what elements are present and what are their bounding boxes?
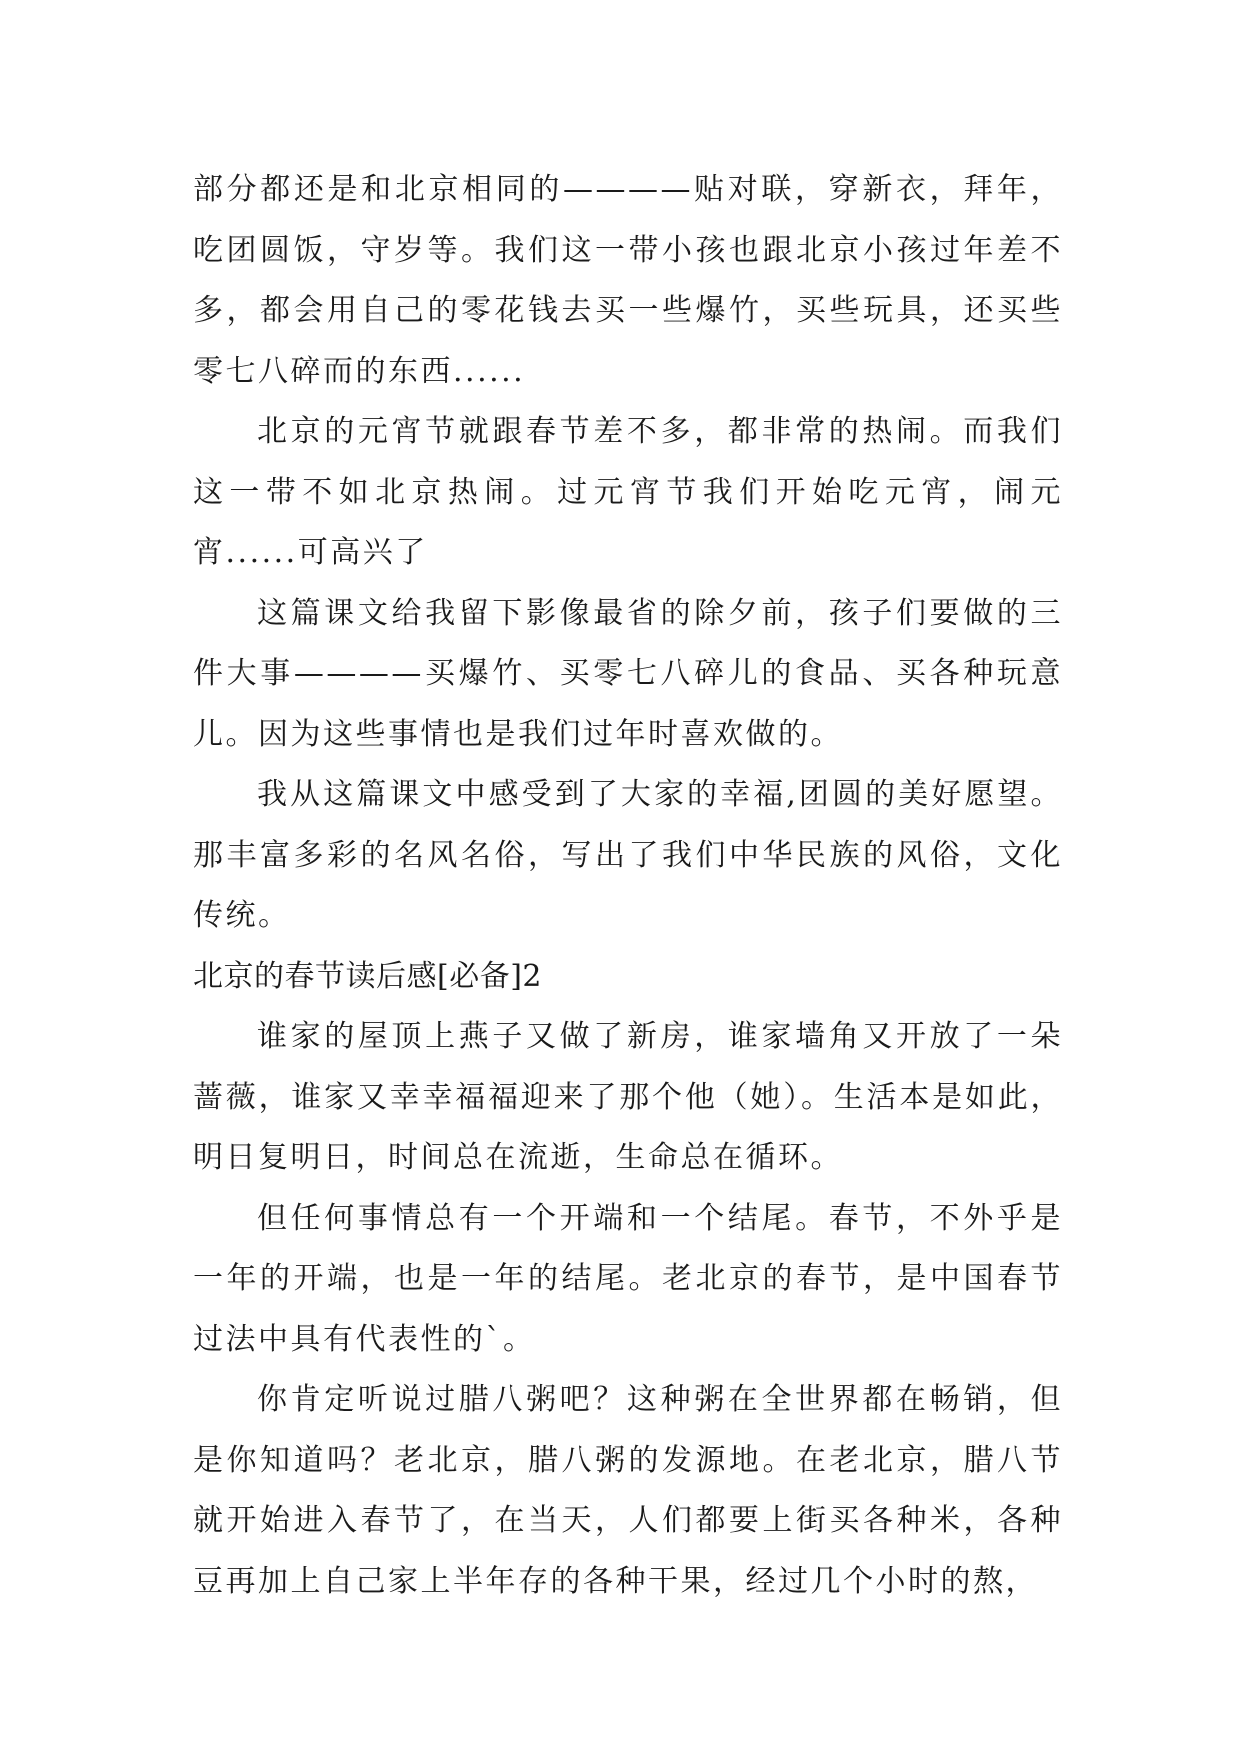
paragraph: 但任何事情总有一个开端和一个结尾。春节，不外乎是一年的开端，也是一年的结尾。老北京的春节，是中国春节过法中具有代表性的`。 [193,1200,1063,1357]
paragraph: 这篇课文给我留下影像最省的除夕前，孩子们要做的三件大事————买爆竹、买零七八碎儿的食品、买各种玩意儿。因为这些事情也是我们过年时喜欢做的。 [193,595,1063,752]
paragraph: 谁家的屋顶上燕子又做了新房，谁家墙角又开放了一朵蔷薇，谁家又幸幸福福迎来了那个他（她）。生活本是如此，明日复明日，时间总在流逝，生命总在循环。 [193,1019,1063,1175]
paragraph: 你肯定听说过腊八粥吧？这种粥在全世界都在畅销，但是你知道吗？老北京，腊八粥的发源地。在老北京，腊八节就开始进入春节了，在当天，人们都要上街买各种米，各种豆再加上自己家上半年存的各种干果，经过几个小时的熬， [193,1382,1063,1599]
section-title: 北京的春节读后感[必备]2 [193,958,542,994]
paragraph: 北京的元宵节就跟春节差不多，都非常的热闹。而我们这一带不如北京热闹。过元宵节我们开始吃元宵，闹元宵......可高兴了 [193,414,1063,570]
paragraph-continued: 部分都还是和北京相同的————贴对联，穿新衣，拜年，吃团圆饭，守岁等。我们这一带小孩也跟北京小孩过年差不多，都会用自己的零花钱去买一些爆竹，买些玩具，还买些零七八碎而的东西...... [193,172,1063,389]
document-body [193,160,1063,1612]
paragraph: 我从这篇课文中感受到了大家的幸福,团圆的美好愿望。那丰富多彩的名风名俗，写出了我们中华民族的风俗，文化传统。 [193,777,1063,933]
